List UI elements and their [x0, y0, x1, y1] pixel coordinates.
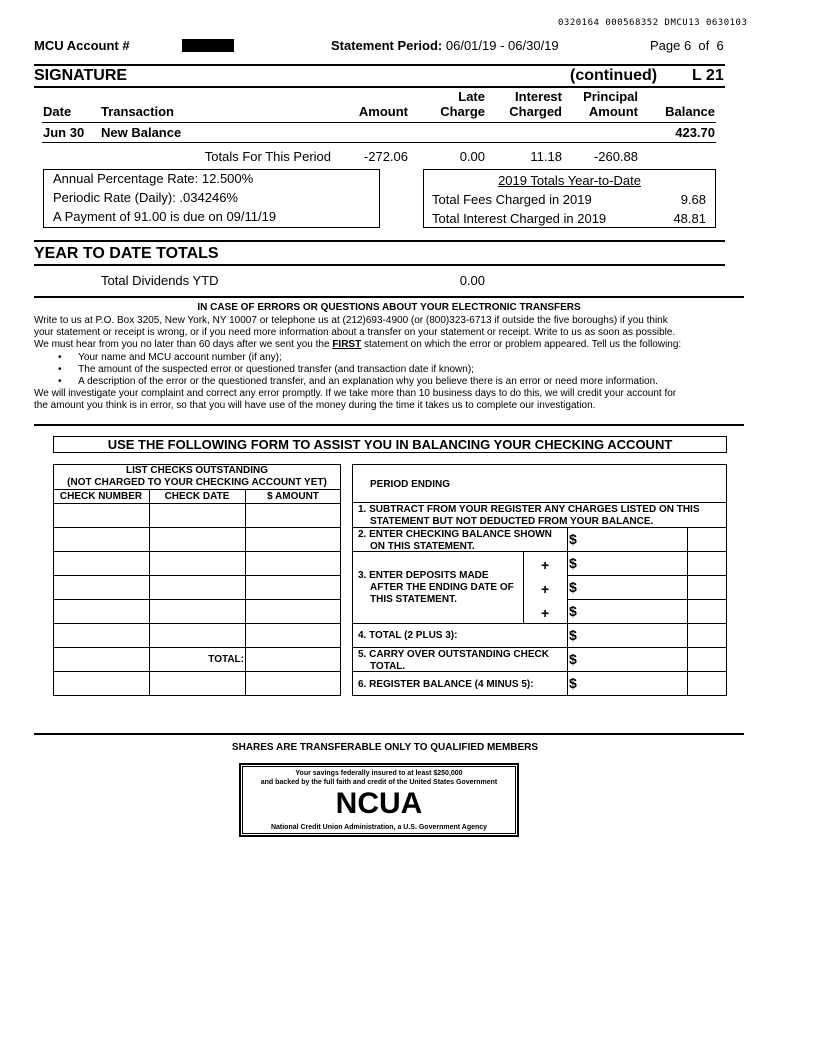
period-ending-label: PERIOD ENDING — [370, 479, 451, 490]
notice-line-4: We will investigate your complaint and correct any error promptly. If we take more than 10 business days to do this, we will credit your account for — [34, 388, 677, 400]
form-title: USE THE FOLLOWING FORM TO ASSIST YOU IN BALANCING YOUR CHECKING ACCOUNT — [107, 437, 673, 452]
col-interest-1: Interest — [515, 89, 562, 104]
row-transaction: New Balance — [101, 125, 182, 140]
step-2-line-2: ON THIS STATEMENT. — [370, 541, 475, 552]
ytd-box-title: 2019 Totals Year-to-Date — [498, 173, 641, 188]
notice-bottom-rule — [34, 424, 744, 426]
notice-line-3: We must hear from you no later than 60 days after we sent you the FIRST statement on which the error or problem appeared. Tell us the following: — [34, 339, 682, 351]
redacted-account-number — [182, 39, 234, 52]
checks-row-rule — [53, 551, 341, 552]
page-number: Page 6 of 6 — [650, 38, 724, 53]
notice-line-5: the amount you think is in error, so that you will have use of the money during the time it takes us to complete our investigation. — [34, 400, 596, 412]
ytd-fees-value: 9.68 — [680, 192, 706, 207]
notice-line-1: Write to us at P.O. Box 3205, New York, NY 10007 or telephone us at (212)693-4900 (or (800)323-6713 if outside the five boroughs) if you think — [34, 315, 668, 326]
dollar-sign-3a: $ — [569, 555, 577, 571]
col-amount: Amount — [358, 104, 408, 119]
dollar-sign-4: $ — [569, 627, 577, 643]
ytd-section-title-rule — [34, 264, 725, 266]
step-3-line-3: THIS STATEMENT. — [370, 594, 457, 605]
steps-rule — [352, 623, 727, 624]
account-label: MCU Account # — [34, 38, 130, 53]
statement-period — [331, 38, 559, 53]
step-2-line-1: 2. ENTER CHECKING BALANCE SHOWN — [358, 529, 552, 540]
totals-interest: 11.18 — [530, 149, 562, 164]
steps-col-sep-1 — [567, 527, 568, 696]
step-3-line-1: 3. ENTER DEPOSITS MADE — [358, 570, 489, 581]
header-underline — [42, 122, 716, 123]
ytd-section-top-rule — [34, 240, 725, 242]
section-title-rule — [34, 86, 725, 88]
checks-title-1: LIST CHECKS OUTSTANDING — [125, 465, 269, 476]
continued-label: (continued) — [570, 67, 658, 84]
col-late-2: Charge — [440, 104, 485, 119]
totals-principal: -260.88 — [593, 149, 638, 164]
step-6: 6. REGISTER BALANCE (4 MINUS 5): — [358, 679, 534, 690]
payment-due-text: A Payment of 91.00 is due on 09/11/19 — [53, 209, 277, 224]
row-balance: 423.70 — [675, 125, 715, 140]
totals-amount: -272.06 — [363, 149, 408, 164]
ncua-line-2: and backed by the full faith and credit of the United States Government — [260, 779, 498, 786]
step-1-line-2: STATEMENT BUT NOT DEDUCTED FROM YOUR BALANCE. — [370, 516, 654, 527]
dollar-sign-6: $ — [569, 675, 577, 691]
steps-rule — [352, 647, 727, 648]
col-principal-2: Amount — [588, 104, 638, 119]
ncua-logo: NCUA — [335, 787, 423, 820]
steps-col-sep-2 — [687, 527, 688, 696]
notice-title: IN CASE OF ERRORS OR QUESTIONS ABOUT YOUR ELECTRONIC TRANSFERS — [197, 302, 581, 313]
statement-period-label: Statement Period: — [331, 38, 443, 53]
steps-rule — [352, 502, 727, 503]
row-date: Jun 30 — [43, 125, 85, 140]
row-underline — [42, 142, 716, 143]
checks-title-rule — [53, 489, 341, 490]
steps-rule — [352, 527, 727, 528]
plus-sign-2: + — [541, 581, 550, 597]
dollar-sign-2: $ — [569, 531, 577, 547]
statement-period-value: 06/01/19 - 06/30/19 — [445, 38, 559, 53]
ytd-fees-label: Total Fees Charged in 2019 — [432, 192, 592, 207]
checks-row-rule — [53, 503, 341, 504]
steps-col-sep-3 — [523, 551, 524, 623]
ncua-line-1: Your savings federally insured to at least $250,000 — [295, 770, 463, 777]
step-5-line-1: 5. CARRY OVER OUTSTANDING CHECK — [358, 649, 549, 660]
notice-bullet-3: • A description of the error or the questioned transfer, and an explanation why you believe there is an error or need more information. — [58, 376, 658, 388]
steps-rule — [567, 575, 727, 576]
checks-row-rule — [53, 671, 341, 672]
checks-title-2: (NOT CHARGED TO YOUR CHECKING ACCOUNT YET) — [67, 477, 327, 488]
section-code: L 21 — [692, 67, 724, 84]
dollar-sign-3b: $ — [569, 579, 577, 595]
col-date: Date — [43, 104, 72, 119]
notice-line-2: your statement or receipt is wrong, or if you need more information about a transfer on your statement or receipt. Write to us as soon as possible. — [34, 327, 676, 339]
checks-row-rule — [53, 575, 341, 576]
col-principal-1: Principal — [583, 89, 638, 104]
notice-bullet-2: • The amount of the suspected error or questioned transfer (and transaction date if known); — [58, 363, 474, 375]
document-code: 0320164 000568352 DMCU13 0630103 — [558, 18, 748, 28]
footer-rule — [34, 733, 744, 735]
plus-sign-3: + — [541, 605, 550, 621]
totals-label: Totals For This Period — [204, 149, 331, 164]
col-transaction: Transaction — [101, 104, 174, 119]
checks-col-sep-2 — [245, 489, 246, 696]
steps-rule — [352, 671, 727, 672]
checks-row-rule — [53, 647, 341, 648]
first-emphasis: FIRST — [332, 339, 362, 351]
step-4: 4. TOTAL (2 PLUS 3): — [358, 630, 458, 641]
col-check-date: CHECK DATE — [164, 491, 230, 502]
col-interest-2: Charged — [509, 104, 562, 119]
step-5-line-2: TOTAL. — [370, 661, 406, 672]
periodic-rate-text: Periodic Rate (Daily): .034246% — [53, 190, 238, 205]
section-title-signature: SIGNATURE — [34, 67, 128, 84]
dollar-sign-3c: $ — [569, 603, 577, 619]
col-late-1: Late — [458, 89, 485, 104]
col-balance: Balance — [665, 104, 715, 119]
col-check-amount: $ AMOUNT — [267, 491, 319, 502]
checks-row-rule — [53, 527, 341, 528]
steps-rule — [352, 551, 727, 552]
notice-bullet-1: • Your name and MCU account number (if any); — [58, 351, 282, 363]
step-3-line-2: AFTER THE ENDING DATE OF — [370, 582, 514, 593]
checks-total-label: TOTAL: — [208, 654, 244, 665]
transferable-notice: SHARES ARE TRANSFERABLE ONLY TO QUALIFIED MEMBERS — [231, 742, 539, 753]
step-1-line-1: 1. SUBTRACT FROM YOUR REGISTER ANY CHARGES LISTED ON THIS — [358, 504, 700, 515]
ytd-interest-label: Total Interest Charged in 2019 — [432, 211, 607, 226]
ytd-interest-value: 48.81 — [673, 211, 706, 226]
dividends-value: 0.00 — [459, 273, 485, 288]
ncua-line-3: National Credit Union Administration, a U.S. Government Agency — [270, 824, 488, 831]
checks-row-rule — [53, 599, 341, 600]
steps-rule — [567, 599, 727, 600]
dollar-sign-5: $ — [569, 651, 577, 667]
totals-late: 0.00 — [459, 149, 485, 164]
col-check-number: CHECK NUMBER — [59, 491, 143, 502]
section-top-rule — [34, 64, 725, 66]
dividends-label: Total Dividends YTD — [101, 273, 219, 288]
plus-sign-1: + — [541, 557, 550, 573]
checks-row-rule — [53, 623, 341, 624]
apr-text: Annual Percentage Rate: 12.500% — [53, 171, 254, 186]
section-title-ytd: YEAR TO DATE TOTALS — [34, 245, 219, 262]
notice-top-rule — [34, 296, 744, 298]
notice-body — [34, 315, 754, 413]
